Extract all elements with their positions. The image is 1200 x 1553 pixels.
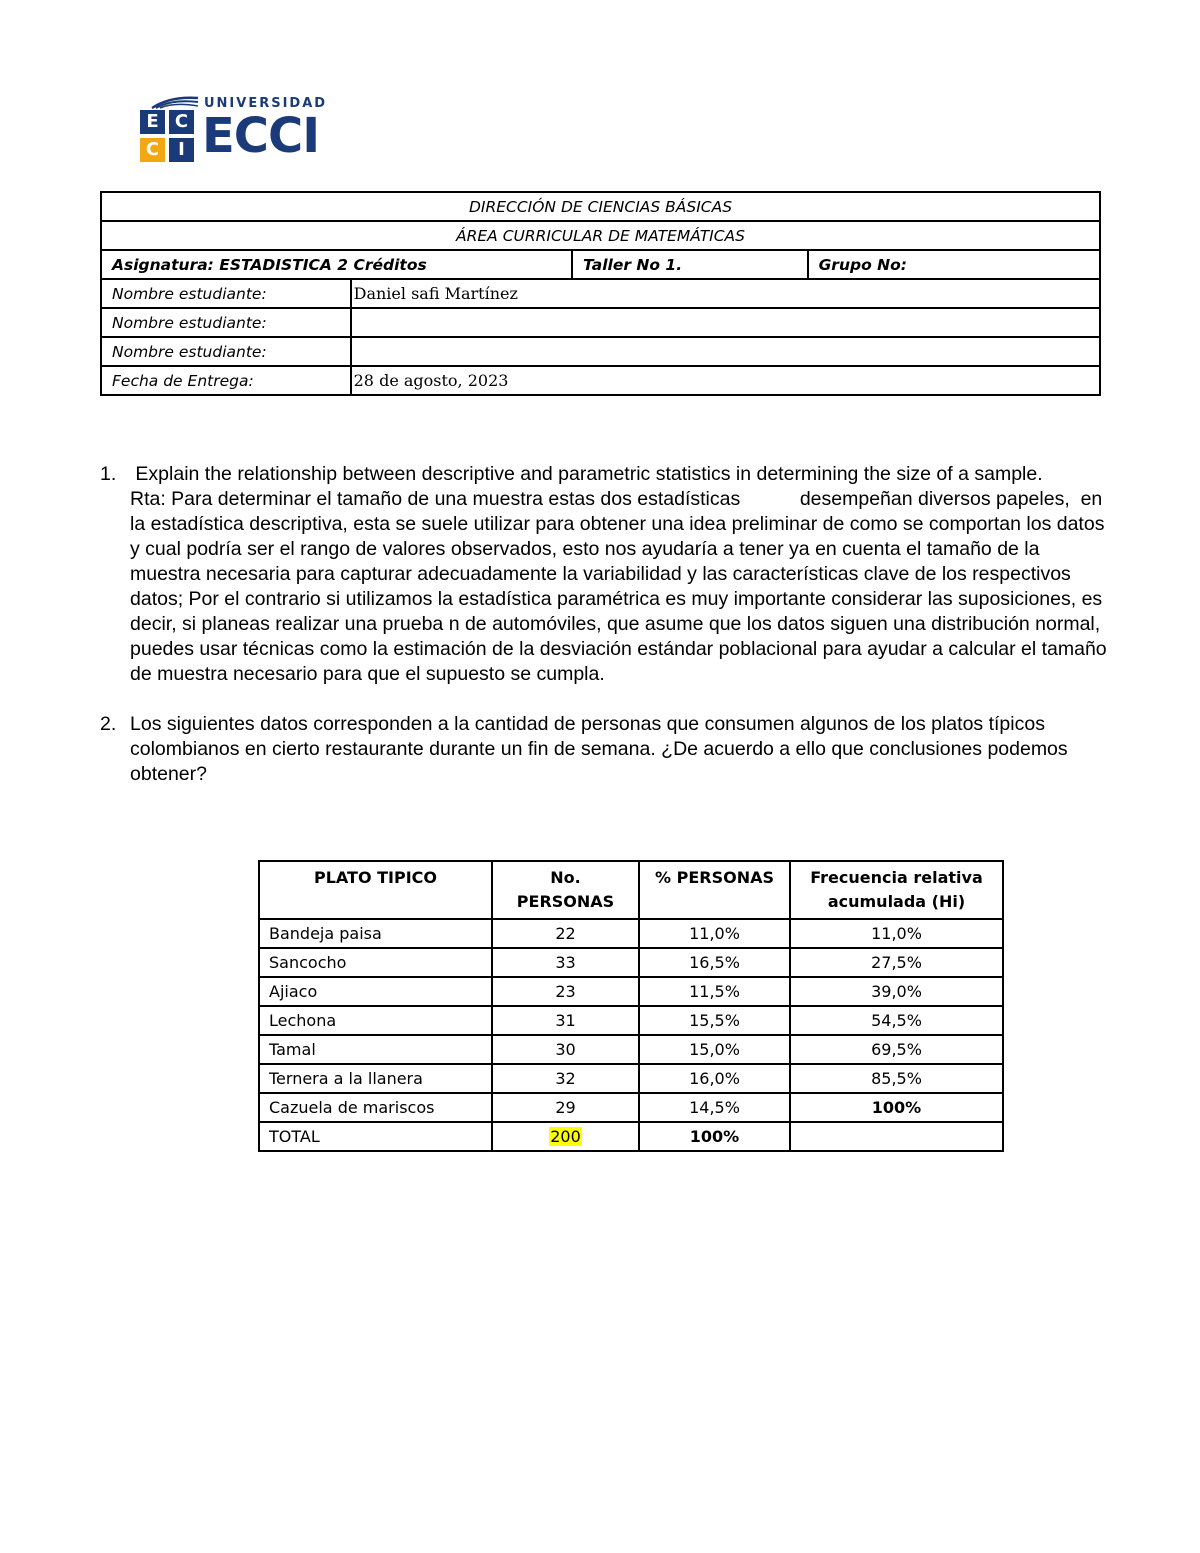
total-persons	[492, 1122, 639, 1151]
persons-count: 29	[492, 1093, 639, 1122]
dish-name: Lechona	[259, 1006, 492, 1035]
column-header: PLATO TIPICO	[259, 861, 492, 919]
question-text: Los siguientes datos corresponden a la cantidad de personas que consumen algunos de los platos típicos colombianos en cierto restaurante durante un fin de semana. ¿De acuerdo a ello que conclusiones podemos obtener?	[130, 713, 1068, 785]
dish-name: Ternera a la llanera	[259, 1064, 492, 1093]
persons-percent: 16,0%	[639, 1064, 790, 1093]
total-empty	[790, 1122, 1003, 1151]
persons-percent: 11,0%	[639, 919, 790, 948]
table-row	[259, 977, 1003, 1006]
answer-text: Rta: Para determinar el tamaño de una muestra estas dos estadísticas desempeñan diversos papeles, en la estadística descriptiva, esta se suele utilizar para obtener una idea preliminar de como se comportan los datos y cual podría ser el rango de valores observados, esto nos ayudaría a tener ya en cuenta el tamaño de la muestra necesaria para capturar adecuadamente la variabilidad y las características clave de los respectivos datos; Por el contrario si utilizamos la estadística paramétrica es muy importante considerar las suposiciones, es decir, si planeas realizar una prueba n de automóviles, que asume que los datos siguen una distribución normal, puedes usar técnicas como la estimación de la desviación estándar poblacional para ayudar a calcular el tamaño de muestra necesario para que el supuesto se cumpla.	[130, 488, 1113, 685]
due-date-label: Fecha de Entrega:	[101, 366, 351, 395]
department-title: DIRECCIÓN DE CIENCIAS BÁSICAS	[101, 192, 1100, 221]
persons-count: 22	[492, 919, 639, 948]
dishes-table	[258, 860, 1004, 1152]
persons-percent: 11,5%	[639, 977, 790, 1006]
table-row	[259, 1035, 1003, 1064]
table-row	[259, 1093, 1003, 1122]
area-title: ÁREA CURRICULAR DE MATEMÁTICAS	[101, 221, 1100, 250]
question-number: 2.	[100, 713, 117, 735]
student-label: Nombre estudiante:	[101, 279, 351, 308]
student-value	[351, 308, 1100, 337]
cumulative-frequency: 54,5%	[790, 1006, 1003, 1035]
question-1	[100, 462, 1113, 687]
group-cell: Grupo No:	[808, 250, 1100, 279]
total-label: TOTAL	[259, 1122, 492, 1151]
column-header: Frecuencia relativa acumulada (Hi)	[790, 861, 1003, 919]
question-number: 1.	[100, 463, 117, 485]
cumulative-frequency: 69,5%	[790, 1035, 1003, 1064]
dish-name: Bandeja paisa	[259, 919, 492, 948]
total-percent: 100%	[639, 1122, 790, 1151]
table-header-row	[259, 861, 1003, 919]
dish-name: Tamal	[259, 1035, 492, 1064]
cumulative-frequency: 11,0%	[790, 919, 1003, 948]
question-2	[100, 712, 1110, 787]
questions	[100, 462, 1113, 787]
workshop-cell: Taller No 1.	[572, 250, 808, 279]
highlighted-total: 200	[550, 1127, 581, 1146]
persons-count: 31	[492, 1006, 639, 1035]
university-logo	[140, 94, 340, 166]
column-header: No. PERSONAS	[492, 861, 639, 919]
persons-percent: 16,5%	[639, 948, 790, 977]
persons-count: 32	[492, 1064, 639, 1093]
dish-name: Cazuela de mariscos	[259, 1093, 492, 1122]
table-row	[259, 1064, 1003, 1093]
persons-count: 30	[492, 1035, 639, 1064]
persons-percent: 15,5%	[639, 1006, 790, 1035]
logo-tile: C	[140, 138, 165, 162]
logo-ecci-word: ECCI	[202, 108, 320, 164]
persons-percent: 14,5%	[639, 1093, 790, 1122]
student-label: Nombre estudiante:	[101, 308, 351, 337]
logo-tile: I	[169, 138, 194, 162]
logo-university-word: UNIVERSIDAD	[204, 96, 328, 111]
table-row	[259, 1006, 1003, 1035]
table-row	[259, 948, 1003, 977]
cumulative-frequency: 39,0%	[790, 977, 1003, 1006]
header-table	[100, 191, 1101, 396]
persons-count: 33	[492, 948, 639, 977]
cumulative-frequency: 27,5%	[790, 948, 1003, 977]
question-text: Explain the relationship between descriptive and parametric statistics in determining the size of a sample.	[135, 463, 1043, 485]
swoosh-icon	[150, 94, 200, 110]
logo-tile: C	[169, 110, 194, 134]
persons-count: 23	[492, 977, 639, 1006]
cumulative-frequency: 100%	[790, 1093, 1003, 1122]
dish-name: Sancocho	[259, 948, 492, 977]
subject-cell: Asignatura: ESTADISTICA 2 Créditos	[101, 250, 572, 279]
student-value	[351, 337, 1100, 366]
logo-tiles	[140, 110, 196, 164]
dish-name: Ajiaco	[259, 977, 492, 1006]
student-label: Nombre estudiante:	[101, 337, 351, 366]
column-header: % PERSONAS	[639, 861, 790, 919]
table-total-row	[259, 1122, 1003, 1151]
student-value: Daniel safi Martínez	[351, 279, 1100, 308]
due-date-value: 28 de agosto, 2023	[351, 366, 1100, 395]
persons-percent: 15,0%	[639, 1035, 790, 1064]
cumulative-frequency: 85,5%	[790, 1064, 1003, 1093]
table-row	[259, 919, 1003, 948]
logo-tile: E	[140, 110, 165, 134]
